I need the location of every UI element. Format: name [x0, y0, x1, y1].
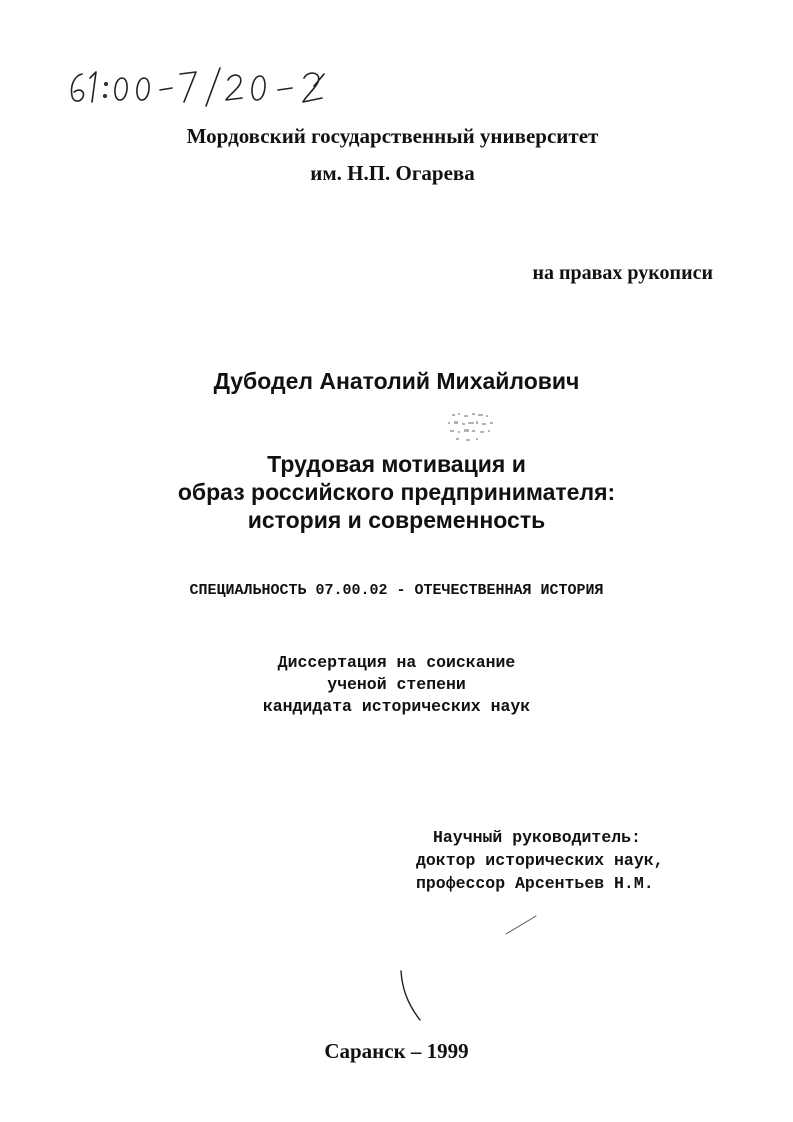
scientific-supervisor	[416, 826, 664, 895]
title-line: Трудовая мотивация и	[267, 451, 526, 477]
degree-line: ученой степени	[327, 675, 466, 694]
degree-line: Диссертация на соискание	[277, 653, 516, 672]
handwritten-catalogue-code	[60, 62, 360, 110]
institution-name: Мордовский государственный университет	[186, 124, 599, 148]
degree-line: кандидата исторических наук	[262, 697, 531, 716]
author-name: Дубодел Анатолий Михайлович	[213, 368, 580, 394]
degree-statement	[0, 652, 793, 718]
title-line: история и современность	[247, 507, 546, 533]
dissertation-title	[0, 450, 793, 534]
pen-stroke-mark	[396, 968, 426, 1024]
specialty-code: СПЕЦИАЛЬНОСТЬ 07.00.02 - ОТЕЧЕСТВЕННАЯ ИСТОРИЯ	[189, 582, 604, 599]
supervisor-degree: доктор исторических наук,	[416, 851, 664, 870]
supervisor-heading: Научный руководитель:	[433, 828, 641, 847]
faint-stamp-mark	[438, 408, 508, 448]
manuscript-rights-note: на правах рукописи	[532, 262, 713, 284]
pen-stroke-mark	[502, 912, 542, 938]
title-line: образ российского предпринимателя:	[177, 479, 616, 505]
institution-named-after: им. Н.П. Огарева	[310, 161, 475, 185]
supervisor-name: профессор Арсентьев Н.М.	[416, 874, 654, 893]
city-and-year: Саранск – 1999	[324, 1039, 469, 1063]
